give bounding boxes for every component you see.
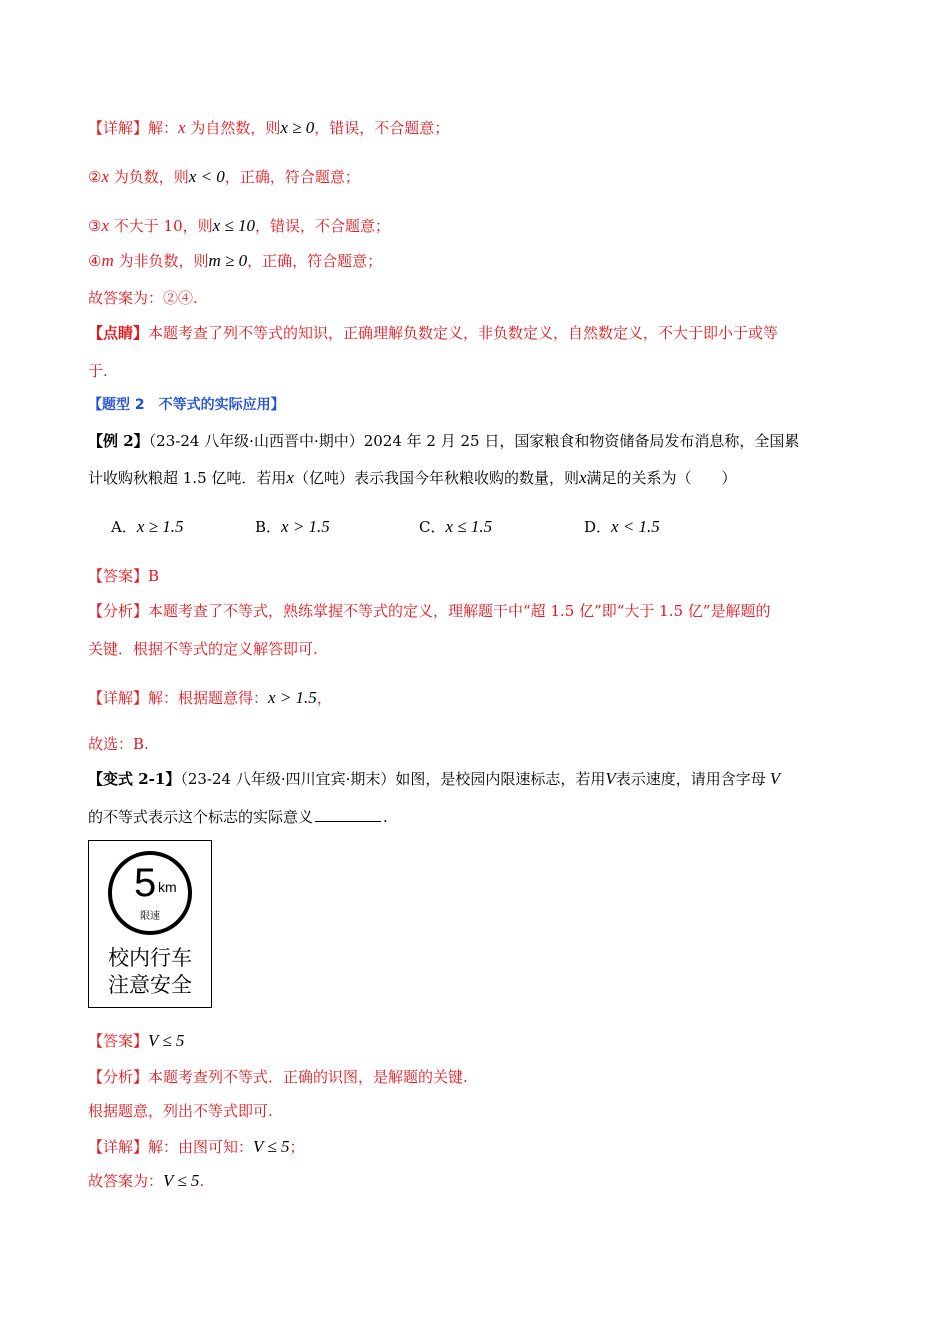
- text: ，正确，符合题意；: [224, 168, 360, 186]
- analysis-tag: 【分析】: [88, 602, 149, 620]
- option-d[interactable]: [584, 516, 660, 538]
- variable: m: [101, 251, 114, 270]
- answer-1: 故答案为：②④.: [88, 289, 198, 307]
- text: 为非负数，则: [113, 252, 209, 270]
- option-math: x ≤ 1.5: [445, 517, 493, 536]
- final-answer: [88, 1170, 204, 1192]
- example-tag: 【例 2】: [88, 432, 149, 450]
- variant-tag: 【变式 2-1】: [88, 770, 181, 788]
- text: 的不等式表示这个标志的实际意义: [88, 808, 314, 826]
- variable: x: [101, 216, 109, 235]
- answer-2: [88, 565, 159, 587]
- text: 故答案为：: [88, 1172, 164, 1190]
- detail-3: [88, 1136, 304, 1158]
- answer-tag: 【答案】: [88, 1032, 149, 1050]
- answer-tag: 【答案】: [88, 567, 149, 585]
- item-number: ④: [88, 252, 102, 270]
- variable: x: [578, 468, 587, 487]
- variable: x: [178, 118, 186, 137]
- item-number: ③: [88, 217, 102, 235]
- section-heading: 【题型 2 不等式的实际应用】: [88, 397, 285, 413]
- speed-unit: km: [158, 879, 177, 895]
- answer-3: [88, 1030, 184, 1052]
- detail-line-1: [88, 117, 449, 139]
- item-3: [88, 215, 390, 237]
- comment-line-1: [88, 322, 778, 344]
- option-math: x ≥ 1.5: [136, 517, 184, 536]
- text: 不大于 10，则: [109, 217, 213, 235]
- item-number: ②: [88, 168, 102, 186]
- detail-tag: 【详解】: [88, 1138, 149, 1156]
- option-label: D．: [584, 518, 612, 536]
- analysis-tag: 【分析】: [88, 1068, 149, 1086]
- variant-line-1: [88, 768, 780, 790]
- text: ；: [289, 1138, 305, 1156]
- option-label: A．: [111, 518, 137, 536]
- analysis-2-line-2: 关键．根据不等式的定义解答即可.: [88, 640, 318, 658]
- text: 计收购秋粮超 1.5 亿吨．若用: [88, 469, 287, 487]
- text: 为负数，则: [109, 168, 189, 186]
- speed-limit-circle: [108, 851, 192, 935]
- math-expression: V ≤ 5: [163, 1171, 200, 1190]
- speed-value: 5: [134, 861, 157, 905]
- text: ，正确，符合题意；: [247, 252, 383, 270]
- option-a[interactable]: [111, 516, 183, 538]
- choice-2: 故选：B.: [88, 735, 149, 753]
- text: 为自然数，则: [185, 119, 281, 137]
- math-expression: m ≥ 0: [208, 251, 248, 270]
- option-math: x < 1.5: [611, 517, 660, 536]
- answer-value: B: [148, 567, 160, 585]
- text: 解：: [148, 119, 179, 137]
- item-4: [88, 250, 382, 272]
- detail-tag: 【详解】: [88, 689, 149, 707]
- text: .: [199, 1172, 205, 1190]
- example-2-line-1: [88, 430, 799, 452]
- text: ，错误，不合题意；: [314, 119, 450, 137]
- speed-limit-label: 限速: [140, 911, 160, 922]
- variant-line-2: [88, 806, 388, 828]
- variable: V: [605, 769, 616, 788]
- option-b[interactable]: [255, 516, 330, 538]
- analysis-2-line-1: [88, 600, 770, 622]
- option-label: C．: [419, 518, 446, 536]
- text: （23-24 八年级·四川宜宾·期末）如图，是校园内限速标志，若用: [180, 770, 606, 788]
- math-expression: V ≤ 5: [253, 1137, 290, 1156]
- comment-text: 本题考查了列不等式的知识，正确理解负数定义，非负数定义，自然数定义，不大于即小于或等: [148, 324, 779, 342]
- variable: V: [769, 769, 781, 788]
- comment-line-2: 于.: [88, 362, 108, 380]
- analysis-text: 本题考查了不等式，熟练掌握不等式的定义，理解题干中“超 1.5 亿”即“大于 1.5 亿”是解题的: [148, 602, 771, 620]
- option-c[interactable]: [419, 516, 492, 538]
- text: .: [383, 808, 388, 826]
- text: 满足的关系为（ ）: [586, 469, 737, 487]
- comment-tag: 【点睛】: [88, 324, 149, 342]
- answer-blank[interactable]: [315, 807, 381, 822]
- math-expression: x > 1.5: [268, 688, 317, 707]
- text: ，错误，不合题意；: [255, 217, 391, 235]
- detail-tag: 【详解】: [88, 119, 149, 137]
- analysis-text: 本题考查列不等式．正确的识图，是解题的关键.: [148, 1068, 468, 1086]
- text: （亿吨）表示我国今年秋粮收购的数量，则: [293, 469, 579, 487]
- sign-text-line-1: 校内行车: [108, 946, 192, 970]
- math-expression: x ≤ 10: [212, 216, 256, 235]
- speed-limit-sign: [88, 840, 212, 1008]
- math-expression: V ≤ 5: [148, 1031, 185, 1050]
- math-expression: x < 0: [188, 167, 225, 186]
- sign-text-line-2: 注意安全: [108, 973, 192, 997]
- example-text: （23-24 八年级·山西晋中·期中）2024 年 2 月 25 日，国家粮食和物资储备局发布消息称，全国累: [148, 432, 800, 450]
- detail-text: 解：根据题意得：: [148, 689, 269, 707]
- math-expression: x ≥ 0: [280, 118, 315, 137]
- option-label: B．: [255, 518, 282, 536]
- text: 表示速度，请用含字母: [615, 770, 766, 788]
- text: ，: [316, 689, 332, 707]
- detail-2: [88, 687, 332, 709]
- example-2-line-2: [88, 467, 737, 489]
- option-math: x > 1.5: [281, 517, 330, 536]
- detail-text: 解：由图可知：: [148, 1138, 254, 1156]
- analysis-3: [88, 1066, 468, 1088]
- item-2: [88, 166, 360, 188]
- variable: x: [286, 468, 294, 487]
- analysis-3b: 根据题意，列出不等式即可.: [88, 1102, 273, 1120]
- variable: x: [101, 167, 109, 186]
